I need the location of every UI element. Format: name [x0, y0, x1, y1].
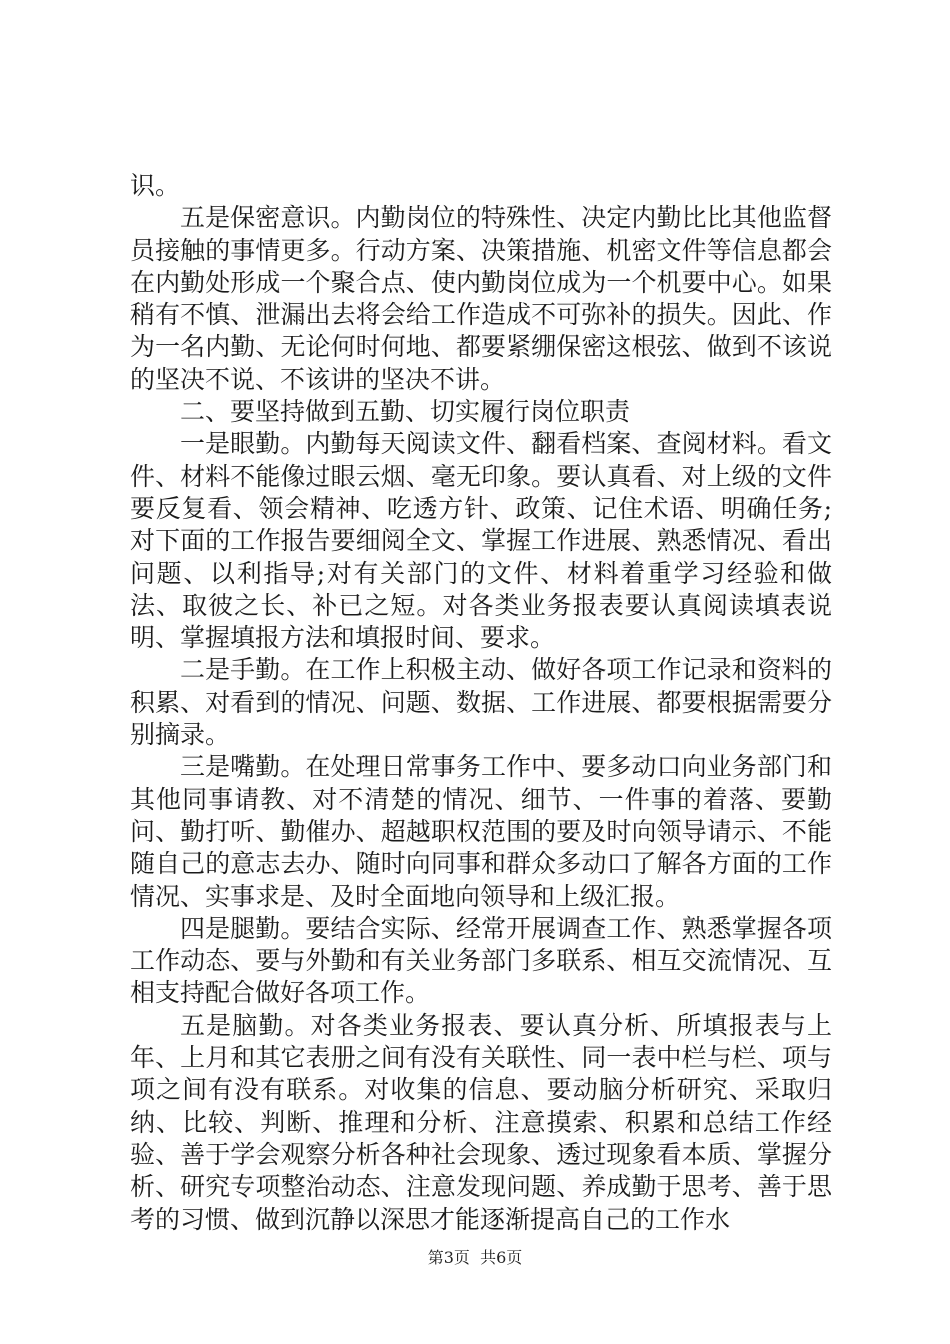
paragraph-4: 二是手勤。在工作上积极主动、做好各项工作记录和资料的积累、对看到的情况、问题、数据、工作进展、都要根据需要分别摘录。	[130, 655, 832, 750]
document-body	[130, 170, 832, 1236]
section-heading: 二、要坚持做到五勤、切实履行岗位职责	[180, 397, 631, 427]
page-footer	[0, 1245, 950, 1268]
paragraph-2: 五是保密意识。内勤岗位的特殊性、决定内勤比比其他监督员接触的事情更多。行动方案、决策措施、机密文件等信息都会在内勤处形成一个聚合点、使内勤岗位成为一个机要中心。如果稍有不慎、泄漏出去将会给工作造成不可弥补的损失。因此、作为一名内勤、无论何时何地、都要紧绷保密这根弦、做到不该说的坚决不说、不该讲的坚决不讲。	[130, 203, 832, 394]
paragraph-3: 一是眼勤。内勤每天阅读文件、翻看档案、查阅材料。看文件、材料不能像过眼云烟、毫无印象。要认真看、对上级的文件要反复看、领会精神、吃透方针、政策、记住术语、明确任务;对下面的工作报告要细阅全文、掌握工作进展、熟悉情况、看出问题、以利指导;对有关部门的文件、材料着重学习经验和做法、取彼之长、补已之短。对各类业务报表要认真阅读填表说明、掌握填报方法和填报时间、要求。	[130, 429, 832, 653]
paragraph-5: 三是嘴勤。在处理日常事务工作中、要多动口向业务部门和其他同事请教、对不清楚的情况、细节、一件事的着落、要勤问、勤打听、勤催办、超越职权范围的要及时向领导请示、不能随自己的意志去办、随时向同事和群众多动口了解各方面的工作情况、实事求是、及时全面地向领导和上级汇报。	[130, 752, 832, 911]
page-number: 第3页	[427, 1248, 470, 1267]
paragraph-1: 识。	[130, 171, 181, 200]
paragraph-7: 五是脑勤。对各类业务报表、要认真分析、所填报表与上年、上月和其它表册之间有没有关联性、同一表中栏与栏、项与项之间有没有联系。对收集的信息、要动脑分析研究、采取归纳、比较、判断、推理和分析、注意摸索、积累和总结工作经验、善于学会观察分析各种社会现象、透过现象看本质、掌握分析、研究专项整治动态、注意发现问题、养成勤于思考、善于思考的习惯、做到沉静以深思才能逐渐提高自己的工作水	[130, 1010, 832, 1234]
page-total: 共6页	[480, 1248, 523, 1267]
paragraph-6: 四是腿勤。要结合实际、经常开展调查工作、熟悉掌握各项工作动态、要与外勤和有关业务部门多联系、相互交流情况、互相支持配合做好各项工作。	[130, 913, 832, 1008]
